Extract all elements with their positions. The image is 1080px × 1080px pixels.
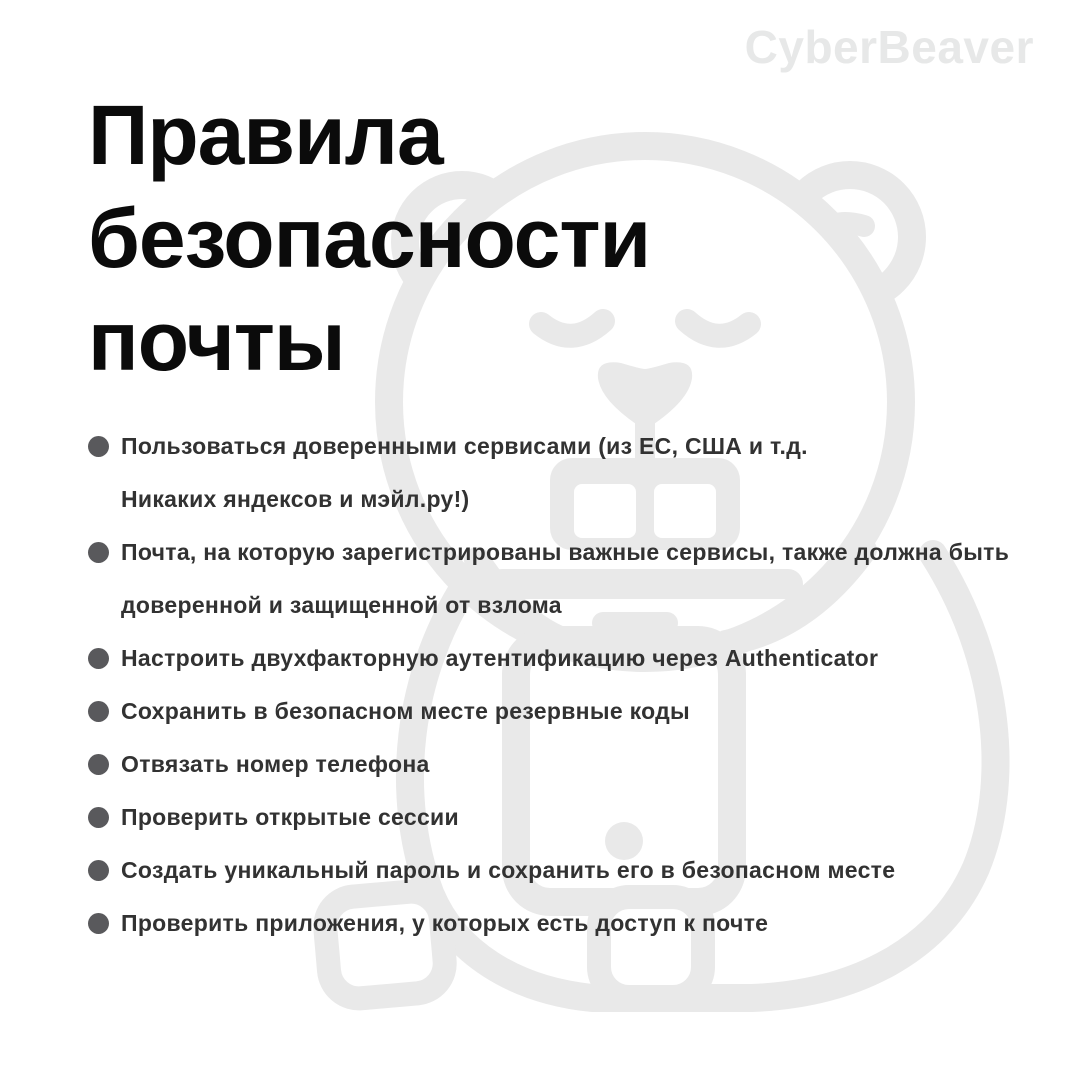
bullet-dot-icon [88, 436, 109, 457]
list-item [88, 420, 1050, 526]
list-item [88, 526, 1050, 632]
bullet-dot-icon [88, 701, 109, 722]
bullet-dot-icon [88, 913, 109, 934]
list-item-text: Пользоваться доверенными сервисами (из ЕС, США и т.д. [121, 433, 808, 459]
list-item-text: Проверить приложения, у которых есть доступ к почте [121, 910, 769, 936]
bullet-dot-icon [88, 542, 109, 563]
brand-wordmark: CyberBeaver [744, 21, 1034, 73]
list-item [88, 632, 1050, 685]
list-item-text: Создать уникальный пароль и сохранить его в безопасном месте [121, 857, 896, 883]
bullet-dot-icon [88, 860, 109, 881]
list-item-text: Проверить открытые сессии [121, 804, 459, 830]
list-item-text: доверенной и защищенной от взлома [121, 592, 562, 618]
list-item-text: Никаких яндексов и мэйл.ру!) [121, 486, 470, 512]
title-line-2: безопасности [88, 191, 651, 285]
bullet-dot-icon [88, 807, 109, 828]
list-item-text: Почта, на которую зарегистрированы важные сервисы, также должна быть [121, 539, 1010, 565]
list-item [88, 791, 1050, 844]
bullet-dot-icon [88, 648, 109, 669]
list-item [88, 685, 1050, 738]
list-item-text: Отвязать номер телефона [121, 751, 430, 777]
list-item-text: Настроить двухфакторную аутентификацию через Authenticator [121, 645, 879, 671]
list-item [88, 897, 1050, 950]
bullet-dot-icon [88, 754, 109, 775]
title-line-1: Правила [88, 88, 443, 182]
list-item-text: Сохранить в безопасном месте резервные коды [121, 698, 690, 724]
list-item [88, 844, 1050, 897]
title-line-3: почты [88, 294, 345, 388]
page-title [88, 84, 650, 393]
rules-list [88, 420, 1050, 950]
list-item [88, 738, 1050, 791]
